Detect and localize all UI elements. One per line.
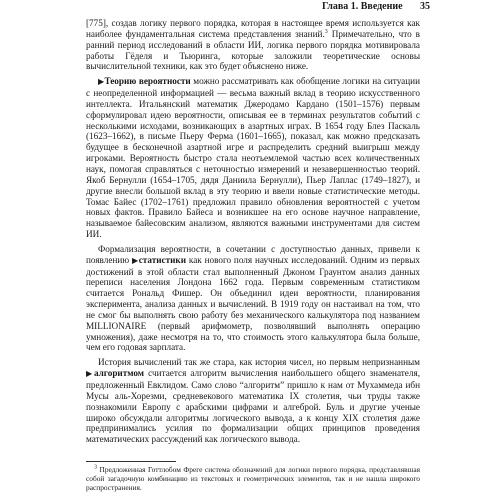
footnote-divider bbox=[86, 461, 176, 462]
paragraph-text-continued: Примечательно, что в ранний период исследований в области ИИ, логика первого порядка мотивировала работы Гёделя и Тьюринга, которые заложили теоретические основы вычислительной техники, как это будет объяснено ниже. bbox=[86, 28, 420, 72]
chapter-title: Глава 1. Введение bbox=[322, 1, 403, 12]
paragraph-algorithm bbox=[86, 357, 420, 445]
footnote-text: Предложенная Готтлобом Фреге система обозначений для логики первого порядка, представлявшая собой загадочную комбинацию из текстовых и геометрических элементов, так и не нашла широкого распространения. bbox=[86, 465, 420, 492]
paragraph-text: [775], создав логику первого порядка, которая в настоящее время используется как наиболее фундаментальная система представления знаний. bbox=[86, 18, 420, 39]
paragraph-text-before: Формализация вероятности, в сочетании с доступностью данных, привели к появлению bbox=[86, 243, 420, 265]
paragraph-logic bbox=[86, 18, 420, 72]
footnote-reference: 3 bbox=[324, 28, 328, 35]
paragraph-text: считается алгоритм вычисления наибольшего общего знаменателя, предложенный Евклидом. Само слово “алгоритм” пришло к нам от Мухаммеда ибн Мусы аль-Хорезми, средневекового математика IX столетия, чьи труды также познакомили Европу с арабскими цифрами и алгеброй. Буль и другие ученые широко обсуждали алгоритмы логического вывода, а к концу XIX столетия даже предпринимались усилия по формализации общих принципов проведения математических рассуждений как логического вывода. bbox=[86, 368, 420, 445]
key-term-probability: Теорию вероятности bbox=[104, 76, 191, 87]
paragraph-text: как нового поля научных исследований. Одним из первых достижений в этой области стал выполненный Джоном Граунтом анализ данных переписи населения Лондона 1662 года. Первым современным статистиком считается Рональд Фишер. Он объединил идеи вероятности, планирования эксперимента, анализа данных и вычислений. В 1919 году он настаивал на том, что не смог бы выполнять свою работу без механического калькулятора под названием MILLIONAIRE (первый арифмометр, позволявший выполнять операцию умножения), даже несмотря на то, что стоимость этого калькулятора была больше, чем его годовая зарплата. bbox=[86, 254, 421, 353]
triangle-marker-icon: ▶ bbox=[98, 77, 105, 87]
page-body bbox=[86, 18, 420, 449]
paragraph-text-before: История вычислений так же стара, как история чисел, но первым непризнанным bbox=[98, 357, 420, 368]
triangle-marker-icon: ▶ bbox=[86, 369, 94, 379]
footnote-mark: 3 bbox=[94, 464, 97, 471]
key-term-algorithm: алгоритмом bbox=[93, 368, 145, 379]
paragraph-probability bbox=[86, 76, 420, 240]
paragraph-text: можно рассматривать как обобщение логики на ситуации с неопределенной информацией — весьма важный вклад в теорию искусственного интеллекта. Итальянский математик Джеродамо Кардано (1501–1576) первым сформулировал идею вероятности, описывая ее в терминах результатов событий с несколькими исходами, возникающих в азартных играх. В 1654 году Блез Паскаль (1623–1662), в письме Пьеру Ферма (1601–1665), показал, как можно предсказать будущее в бесконечной азартной игре и распределить средний выигрыш между игроками. Вероятность быстро стала неотъемлемой частью всех количественных наук, помогая справляться с неточностью измерений и незавершенностью теорий. Якоб Бернулли (1654–1705, дядя Даниила Бернулли), Пьер Лаплас (1749–1827), и другие внесли большой вклад в эту теорию и ввели новые статистические методы. Томас Байес (1702–1761) предложил правило обновления вероятностей с учетом новых фактов. Правило Байеса и возникшее на его основе научное направление, называемое байесовским анализом, являются важными инструментами для систем ИИ. bbox=[86, 76, 421, 240]
paragraph-statistics bbox=[86, 244, 420, 353]
key-term-statistics: статистики bbox=[138, 254, 187, 265]
page-number: 35 bbox=[420, 1, 430, 12]
footnote bbox=[86, 465, 420, 492]
triangle-marker-icon: ▶ bbox=[131, 255, 139, 265]
running-header bbox=[0, 0, 500, 14]
